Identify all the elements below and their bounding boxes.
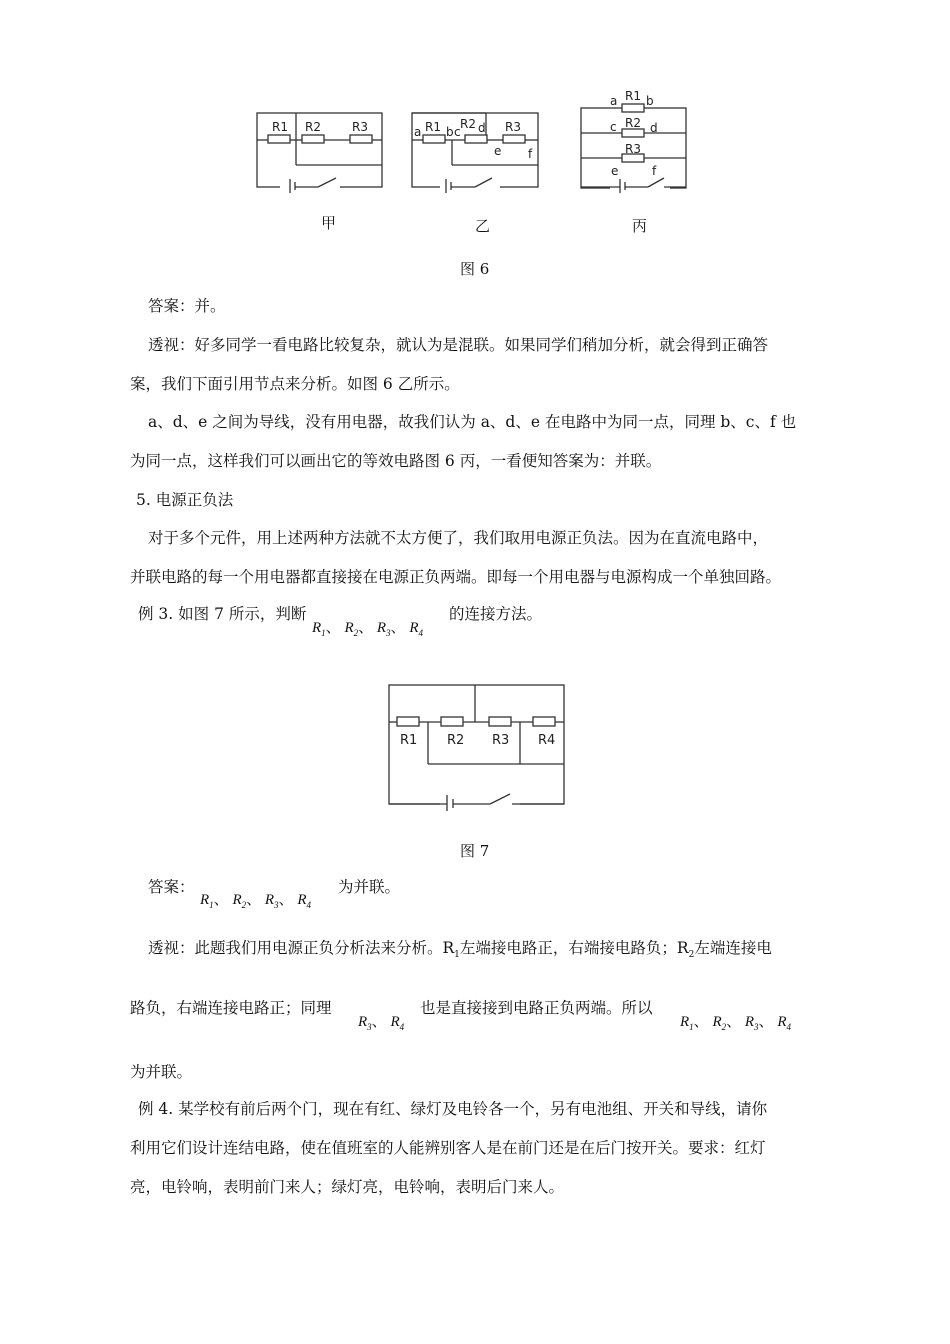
figure-6-caption: 图 6 (460, 260, 490, 278)
method-5-line1: 对于多个元件，用上述两种方法就不太方便了，我们取用电源正负法。因为在直流电路中， (148, 529, 769, 547)
label-r3-jia: R3 (352, 120, 368, 134)
label-r1-yi: R1 (425, 120, 441, 134)
analysis-3-line3: 为并联。 (130, 1063, 193, 1081)
r-list-analysis3b: $R_1$、 $R_2$、 $R_3$、 $R_4$ (680, 1014, 791, 1032)
analysis-1-line1: 透视：好多同学一看电路比较复杂，就认为是混联。如果同学们稍加分析，就会得到正确答 (148, 336, 769, 354)
r-list-answer3: $R_1$、 $R_2$、 $R_3$、 $R_4$ (200, 892, 311, 910)
example-3-prefix: 例 3. 如图 7 所示，判断 (138, 605, 307, 623)
label-r2-yi: R2 (460, 117, 476, 131)
label-r3-bing: R3 (625, 142, 641, 156)
label-f-yi: f (528, 147, 533, 161)
example-4-line1: 例 4. 某学校有前后两个门，现在有红、绿灯及电铃各一个，另有电池组、开关和导线，请你 (138, 1100, 768, 1118)
figure-7 (0, 680, 950, 820)
answer-3-prefix: 答案： (148, 878, 195, 896)
label-b-yi: b (446, 125, 454, 139)
label-r2-bing: R2 (625, 116, 641, 130)
label-r1-bing: R1 (625, 89, 641, 103)
label-d-yi: d (478, 121, 486, 135)
label-r1-fig7: R1 (400, 733, 418, 748)
analysis-2-line1: a、d、e 之间为导线，没有用电器，故我们认为 a、d、e 在电路中为同一点，同理 b、c、f 也 (148, 413, 797, 431)
label-r2-fig7: R2 (447, 733, 465, 748)
figure-6 (0, 80, 950, 320)
analysis-3-line2a: 路负，右端连接电路正；同理 (130, 999, 332, 1017)
answer-3-suffix: 为并联。 (338, 878, 401, 896)
label-r3-yi: R3 (505, 120, 521, 134)
label-jia: 甲 (321, 214, 337, 232)
r-list-example3: $R_1$、 $R_2$、 $R_3$、 $R_4$ (312, 620, 423, 638)
analysis-3-line2b: 也是直接接到电路正负两端。所以 (420, 999, 653, 1017)
figure-7-caption: 图 7 (460, 842, 490, 860)
label-f-bing: f (652, 164, 657, 178)
r-list-analysis3a: $R_3$、 $R_4$ (358, 1014, 405, 1032)
analysis-1-line2: 案，我们下面引用节点来分析。如图 6 乙所示。 (130, 375, 460, 393)
analysis-2-line2: 为同一点，这样我们可以画出它的等效电路图 6 丙，一看便知答案为：并联。 (130, 452, 662, 470)
label-b-bing: b (646, 94, 654, 108)
method-5-line2: 并联电路的每一个用电器都直接接在电源正负两端。即每一个用电器与电源构成一个单独回路。 (130, 568, 782, 586)
answer-1: 答案：并。 (148, 297, 226, 315)
label-a-yi: a (414, 125, 422, 139)
label-a-bing: a (610, 94, 618, 108)
label-e-yi: e (494, 144, 502, 158)
example-4-line3: 亮，电铃响，表明前门来人；绿灯亮，电铃响，表明后门来人。 (130, 1178, 565, 1196)
label-r2-jia: R2 (305, 120, 321, 134)
label-yi: 乙 (475, 217, 491, 235)
label-r3-fig7: R3 (492, 733, 510, 748)
heading-method-5: 5. 电源正负法 (136, 491, 234, 509)
analysis-3-line1: 透视：此题我们用电源正负分析法来分析。$R_1$左端接电路正，右端接电路负；$R_2$左端连接电 (148, 939, 772, 961)
label-c-yi: c (454, 125, 461, 139)
label-c-bing: c (610, 120, 617, 134)
example-3-suffix: 的连接方法。 (449, 605, 543, 623)
label-r4-fig7: R4 (538, 733, 556, 748)
label-bing: 丙 (632, 217, 648, 235)
label-r1-jia: R1 (272, 120, 288, 134)
label-d-bing: d (650, 121, 658, 135)
example-4-line2: 利用它们设计连结电路，使在值班室的人能辨别客人是在前门还是在后门按开关。要求：红灯 (130, 1139, 766, 1157)
label-e-bing: e (611, 164, 619, 178)
